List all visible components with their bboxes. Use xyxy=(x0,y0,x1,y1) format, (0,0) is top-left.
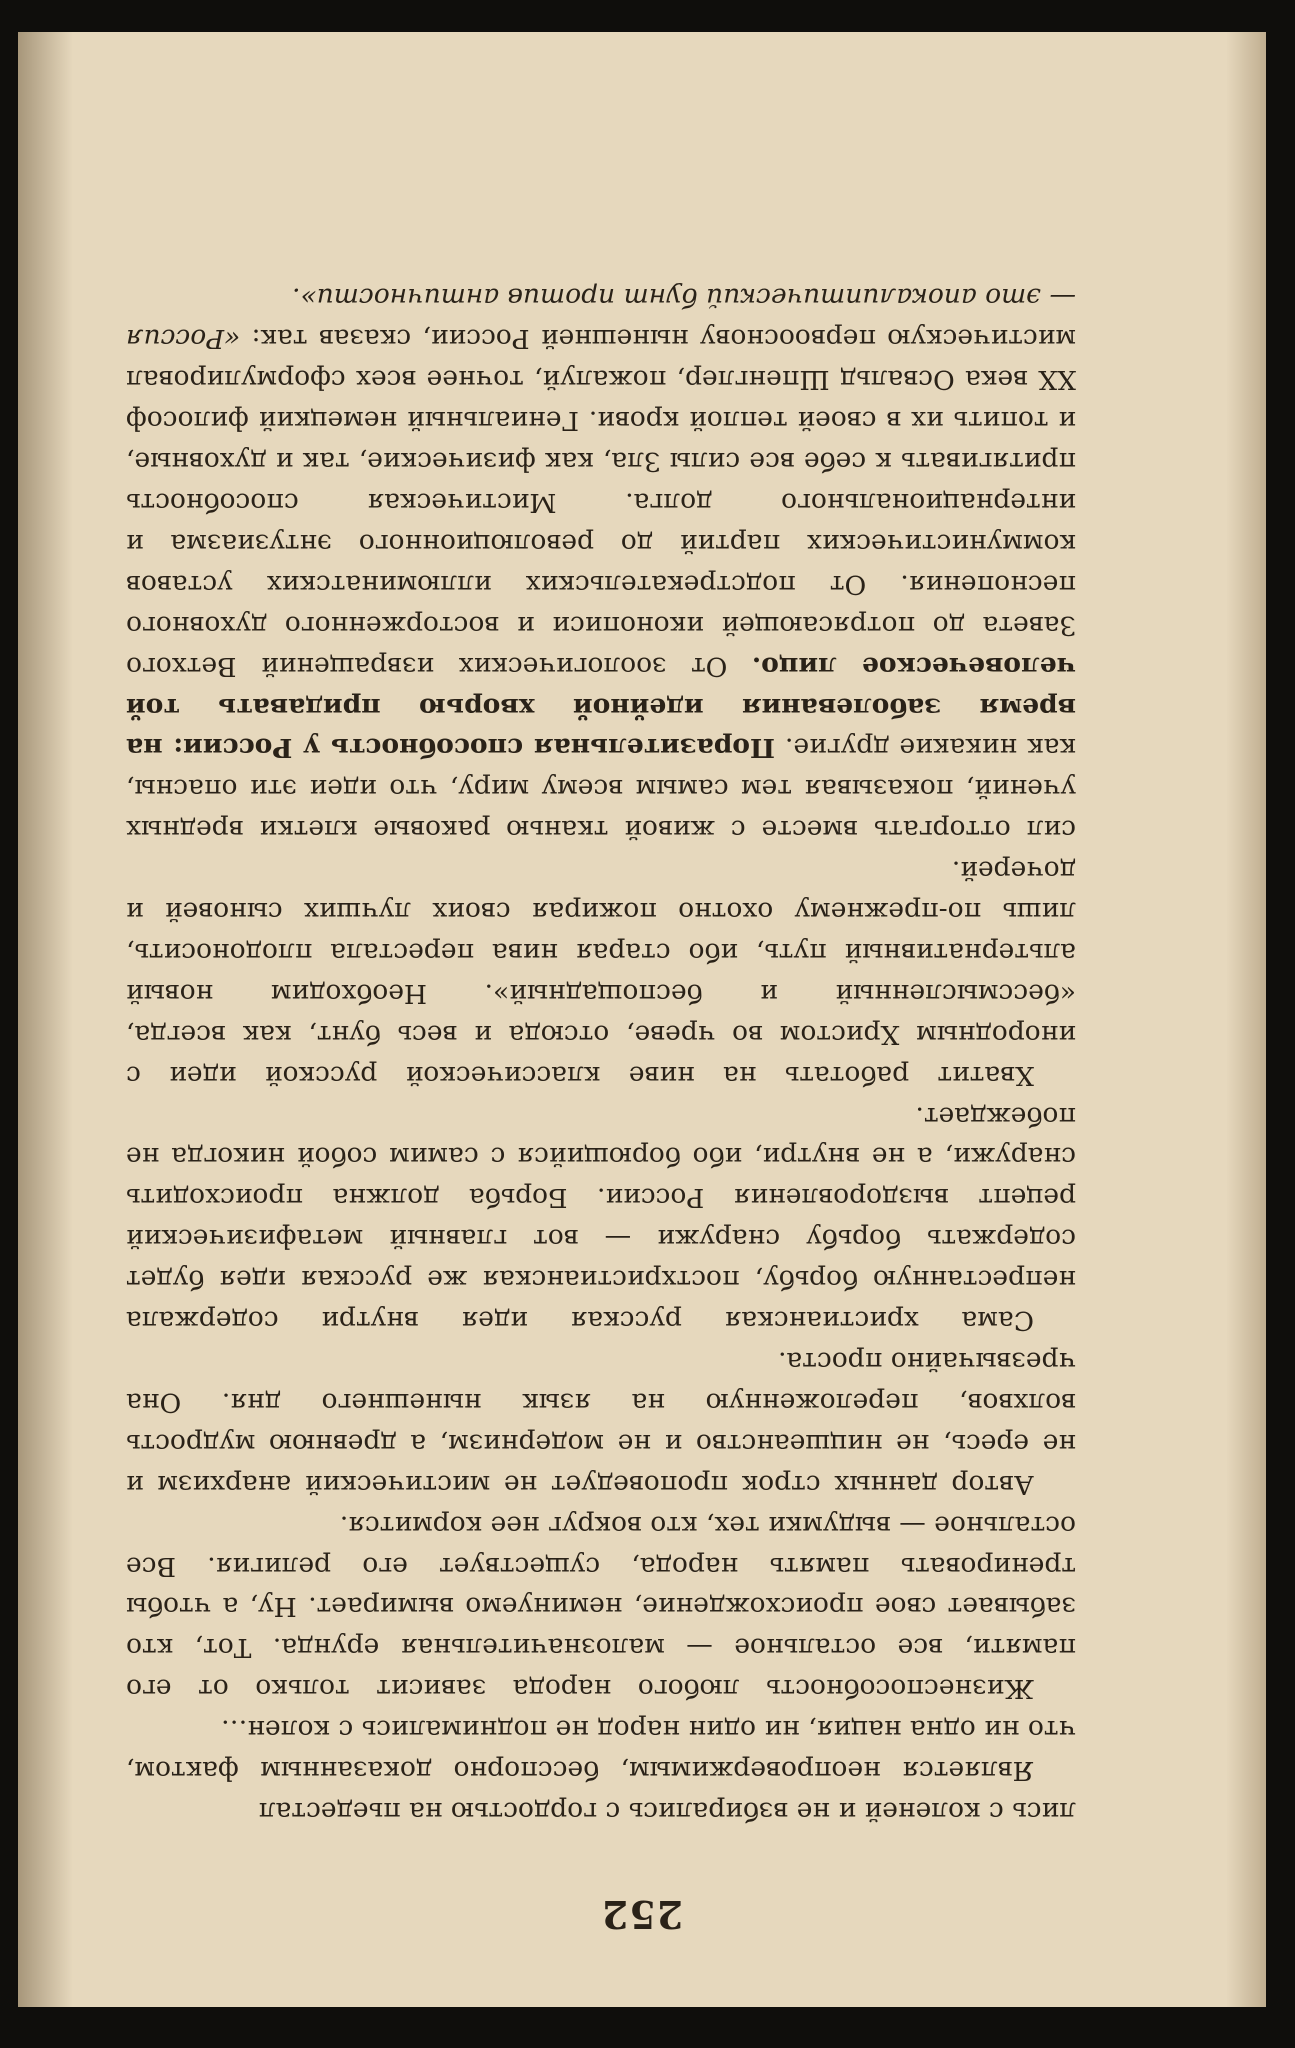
paragraph-2 xyxy=(126,1708,1076,1790)
paragraph-3-text: Жизнеспособность любого народа зависит только от его памяти, все остальное — малозначительная ерунда. Тот, кто забывает свое происхождение, неминуемо вымирает. Ну, а чтобы тренировать память народа, существует его религия. Все остальное — выдумки тех, кто вокруг нее кормится. xyxy=(126,1509,1076,1705)
paragraph-2-text: Является неопровержимым, бесспорно доказанным фактом, что ни одна нация, ни один народ не поднимались с колен… xyxy=(126,1714,1076,1787)
paragraph-6-text: Хватит работать на ниве классической русской идеи с инородным Христом во чреве, отсюда и весь бунт, как всегда, «бессмысленный и беспощадный». Необходим новый альтернативный путь, ибо старая нива перестала плодоносить, лишь по-прежнему охотно пожирая своих лучших сыновей и дочерей. xyxy=(126,855,1076,1091)
paragraph-7-text-b: От зоологических извращений Ветхого Завета до потрясающей иконописи и восторженного духовного песнопения. От подстрекательских иллюминатских уставов коммунистических партий до революционного энтузиазма и интернационального долга. Мистическая способность притягивать к себе все силы Зла, как физические, так и духовные, и топить их в своей теплой крови. Гениальный немецкий философ XX века Освальд Шпенглер, пожалуй, точнее всех сформулировал мистическую первооснову нынешней России, сказав так: xyxy=(125,323,1076,682)
paragraph-7-text-a: сил отторгать вместе с живой тканью раковые клетки вредных учений, показывая тем самым всему миру, что идеи эти опасны, как никакие другие. xyxy=(126,732,1076,846)
page-number: 252 xyxy=(600,1892,684,1937)
paragraph-7-italic-quote: «Россия — это апокалиптический бунт против античности». xyxy=(126,282,1076,355)
book-page xyxy=(18,32,1266,2007)
page-edge-shadow-right xyxy=(18,32,73,2007)
paragraph-4-text: Автор данных строк проповедует не мистический анархизм и не ересь, не ницшеанство и не модернизм, а древнюю мудрость волхвов, переложенную на язык нынешнего дня. Она чрезвычайно проста. xyxy=(126,1346,1076,1500)
paragraph-5-text: Сама христианская русская идея внутри содержала непрестанную борьбу, постхристианская же русская идея будет содержать борьбу снаружи — вот главный метафизический рецепт выздоровления России. Борьба должна происходить снаружи, а не внутри, ибо борющийся с самим собой никогда не побеждает. xyxy=(126,1100,1076,1337)
page-body-text xyxy=(126,277,1076,1831)
paragraph-7-bold-emphasis: Поразительная способность у России: на время заболевания идейной хворью придавать той человеческое лицо. xyxy=(126,650,1076,764)
page-edge-shadow-left xyxy=(1226,32,1266,2007)
paragraph-5 xyxy=(126,1095,1076,1340)
paragraph-1-text: лись с коленей и не взбирались с гордостью на пьедестал xyxy=(258,1796,1076,1827)
paragraph-6 xyxy=(126,849,1076,1094)
paragraph-4 xyxy=(126,1340,1076,1504)
paragraph-7 xyxy=(126,277,1076,850)
paragraph-3 xyxy=(126,1504,1076,1709)
paragraph-1 xyxy=(126,1790,1076,1831)
